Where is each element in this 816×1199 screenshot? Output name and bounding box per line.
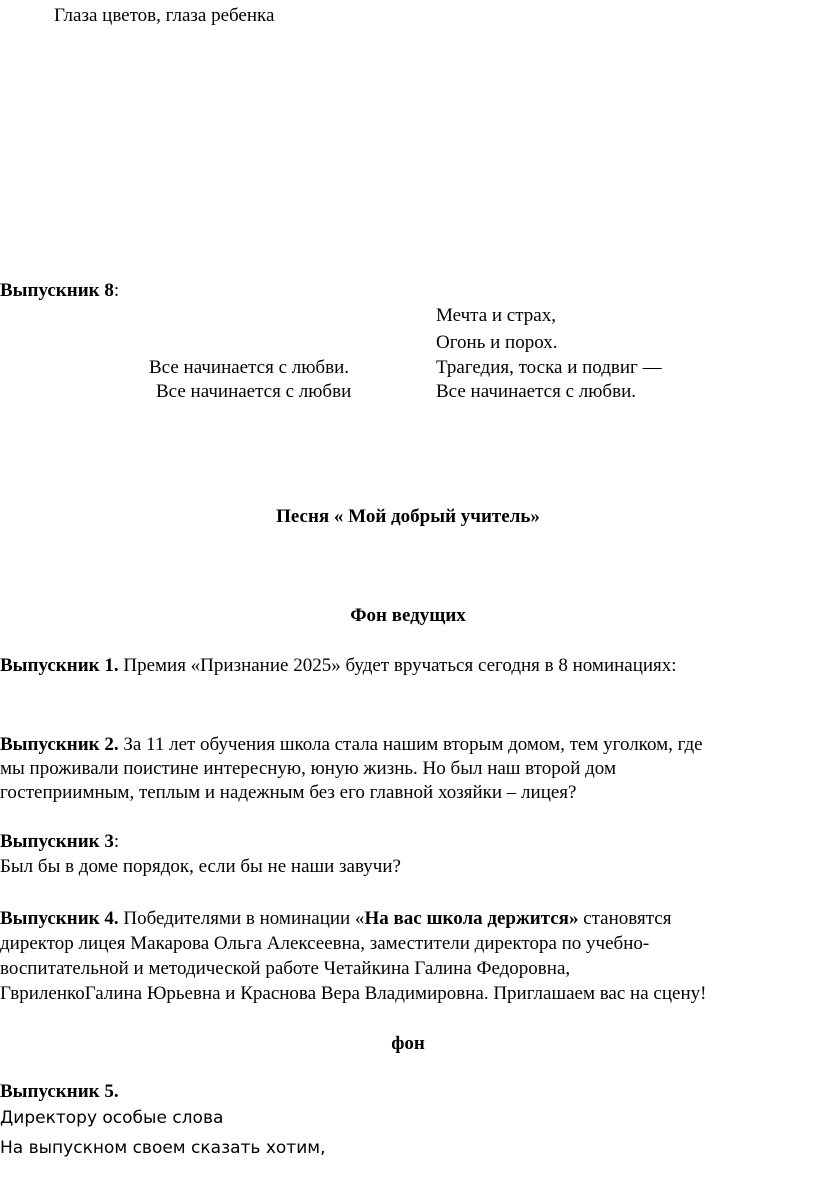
intro-line: Глаза цветов, глаза ребенка [54,5,275,26]
poem-right-line-1: Мечта и страх, [436,305,556,326]
poem-left-line-2: Все начинается с любви [156,381,352,402]
poem-right-line-2: Огонь и порох. [436,332,558,353]
graduate2-line-2: мы проживали поистине интересную, юную жизнь. Но был наш второй дом [0,758,616,779]
graduate4-line-3: воспитательной и методической работе Четайкина Галина Федоровна, [0,958,571,979]
graduate4-line-4: ГвриленкоГалина Юрьевна и Краснова Вера Владимировна. Приглашаем вас на сцену! [0,983,707,1004]
graduate5-heading [0,1080,119,1104]
song-title: Песня « Мой добрый учитель» [276,506,540,527]
speaker-label: Выпускник 4. [0,908,119,929]
graduate3-heading: Выпускник 3: [0,831,120,852]
hosts-background: Фон ведущих [350,605,466,626]
speaker-label: Выпускник 5. [0,1081,119,1102]
graduate5-line-2: На выпускном своем сказать хотим, [0,1138,326,1158]
speaker-colon: : [113,280,120,301]
speaker-label: Выпускник 1. [0,655,119,676]
background-label: фон [391,1033,425,1054]
graduate4-line-2: директор лицея Макарова Ольга Алексеевна, заместители директора по учебно- [0,933,650,954]
speaker-label: Выпускник 3 [0,831,114,852]
nomination-title: На вас школа держится» [364,908,579,929]
poem-right-line-4: Все начинается с любви. [436,381,636,402]
poem-right-line-3: Трагедия, тоска и подвиг — [436,357,662,378]
graduate2-line-1: Выпускник 2. За 11 лет обучения школа стала нашим вторым домом, тем уголком, где [0,734,703,755]
graduate3-text: Был бы в доме порядок, если бы не наши завучи? [0,856,401,877]
poem-left-line-1: Все начинается с любви. [149,357,349,378]
graduate5-line-1: Директору особые слова [0,1108,224,1128]
speaker-label: Выпускник 8 [0,280,114,301]
speaker-label: Выпускник 2. [0,734,119,755]
graduate1-paragraph: Выпускник 1. Премия «Признание 2025» будет вручаться сегодня в 8 номинациях: [0,655,677,676]
graduate2-line-3: гостеприимным, теплым и надежным без его главной хозяйки – лицея? [0,782,577,803]
graduate4-line-1: Выпускник 4. Победителями в номинации «На вас школа держится» становятся [0,908,672,929]
graduate8-heading [0,279,119,303]
